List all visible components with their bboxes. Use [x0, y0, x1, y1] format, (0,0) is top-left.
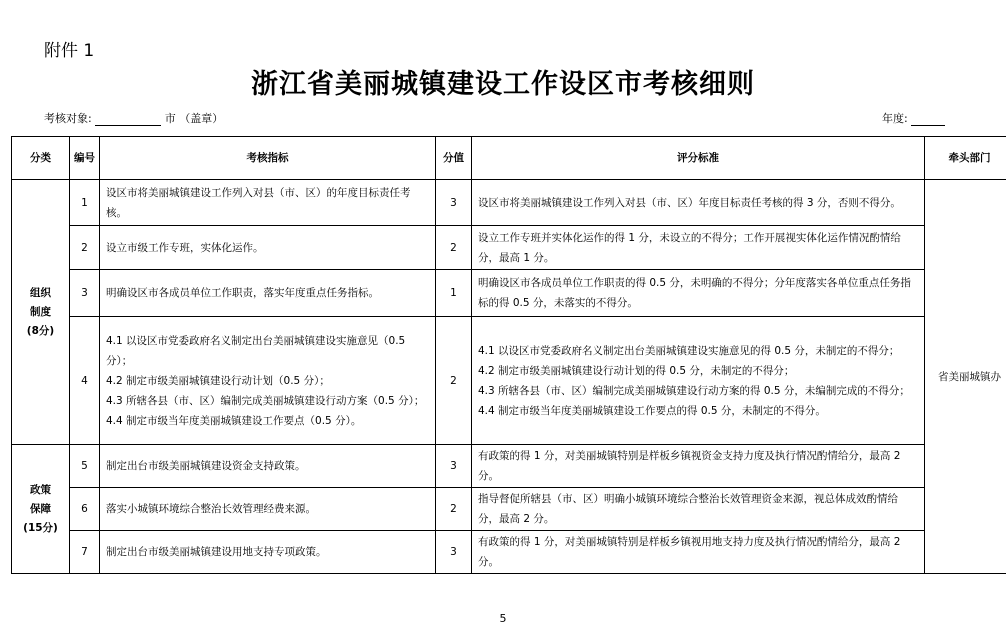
table-row: [12, 531, 1006, 574]
criteria-text: 4.2 制定市级美丽城镇建设行动计划的得 0.5 分，未制定的不得分；: [478, 364, 795, 377]
assessment-table: [11, 136, 1006, 574]
table-header-row: [12, 137, 1006, 180]
header-score: 分值: [436, 137, 472, 180]
category-name: 组织制度: [30, 286, 51, 318]
indicator-text: 设区市将美丽城镇建设工作列入对县（市、区）的年度目标责任考核。: [106, 186, 411, 219]
year-blank-line: [911, 125, 945, 126]
row-number: 7: [70, 531, 100, 574]
indicator-text: 制定出台市级美丽城镇建设资金支持政策。: [106, 460, 306, 472]
indicator-cell: [100, 226, 436, 270]
header-indicator: 考核指标: [100, 137, 436, 180]
category-total: (8分): [26, 324, 55, 337]
indicator-text: 明确设区市各成员单位工作职责，落实年度重点任务指标。: [106, 287, 379, 299]
row-number: 5: [70, 445, 100, 488]
criteria-text: 4.1 以设区市党委政府名义制定出台美丽城镇建设实施意见的得 0.5 分，未制定的不得分；: [478, 344, 900, 357]
year-label: 年度:: [882, 112, 908, 125]
criteria-text: 有政策的得 1 分，对美丽城镇特别是样板乡镇视用地支持力度及执行情况酌情给分，最高 2 分。: [478, 536, 901, 568]
score-cell: 3: [436, 445, 472, 488]
criteria-cell: [472, 270, 925, 317]
header-number: 编号: [70, 137, 100, 180]
header-lead-dept: 牵头部门: [925, 137, 1006, 180]
lead-dept-cell: 省美丽城镇办: [925, 180, 1006, 574]
table-row: [12, 317, 1006, 445]
indicator-cell: [100, 317, 436, 445]
criteria-text: 明确设区市各成员单位工作职责的得 0.5 分，未明确的不得分；分年度落实各单位重点任务指标的得 0.5 分，未落实的不得分。: [478, 277, 911, 309]
category-cell: [12, 445, 70, 574]
table-row: [12, 488, 1006, 531]
score-cell: 1: [436, 270, 472, 317]
criteria-cell: [472, 180, 925, 226]
indicator-cell: [100, 445, 436, 488]
table-row: [12, 180, 1006, 226]
row-number: 1: [70, 180, 100, 226]
category-total: (15分): [23, 521, 58, 534]
score-cell: 3: [436, 180, 472, 226]
indicator-cell: [100, 531, 436, 574]
indicator-text: 4.1 以设区市党委政府名义制定出台美丽城镇建设实施意见（0.5 分）；: [106, 334, 406, 367]
criteria-cell: [472, 488, 925, 531]
page-number: 5: [499, 612, 507, 625]
score-cell: 2: [436, 226, 472, 270]
indicator-text: 制定出台市级美丽城镇建设用地支持专项政策。: [106, 546, 327, 558]
row-number: 3: [70, 270, 100, 317]
indicator-text: 4.3 所辖各县（市、区）编制完成美丽城镇建设行动方案（0.5 分）；: [106, 394, 425, 407]
indicator-cell: [100, 180, 436, 226]
assessment-target: [44, 110, 223, 126]
criteria-text: 有政策的得 1 分，对美丽城镇特别是样板乡镇视资金支持力度及执行情况酌情给分，最高 2 分。: [478, 450, 901, 482]
criteria-cell: [472, 317, 925, 445]
criteria-cell: [472, 445, 925, 488]
row-number: 6: [70, 488, 100, 531]
criteria-text: 设区市将美丽城镇建设工作列入对县（市、区）年度目标责任考核的得 3 分，否则不得分。: [478, 196, 901, 209]
indicator-cell: [100, 270, 436, 317]
assessment-year: [882, 110, 945, 126]
row-number: 2: [70, 226, 100, 270]
table-row: [12, 445, 1006, 488]
indicator-text: 设立市级工作专班，实体化运作。: [106, 241, 264, 254]
score-cell: 2: [436, 488, 472, 531]
table-row: [12, 270, 1006, 317]
category-cell: [12, 180, 70, 445]
indicator-text: 落实小城镇环境综合整治长效管理经费来源。: [106, 503, 316, 515]
target-suffix: 市 （盖章）: [164, 112, 224, 125]
row-number: 4: [70, 317, 100, 445]
criteria-text: 4.4 制定市级当年度美丽城镇建设工作要点的得 0.5 分，未制定的不得分。: [478, 404, 826, 417]
header-category: 分类: [12, 137, 70, 180]
category-name: 政策保障: [30, 483, 51, 515]
criteria-cell: [472, 531, 925, 574]
indicator-text: 4.2 制定市级美丽城镇建设行动计划（0.5 分）；: [106, 374, 330, 387]
criteria-text: 设立工作专班并实体化运作的得 1 分，未设立的不得分；工作开展视实体化运作情况酌情给分，最高 1 分。: [478, 231, 901, 264]
criteria-cell: [472, 226, 925, 270]
score-cell: 3: [436, 531, 472, 574]
indicator-text: 4.4 制定市级当年度美丽城镇建设工作要点（0.5 分）。: [106, 414, 362, 427]
target-label: 考核对象:: [44, 112, 92, 125]
criteria-text: 4.3 所辖各县（市、区）编制完成美丽城镇建设行动方案的得 0.5 分，未编制完成的不得分；: [478, 384, 910, 397]
target-blank-line: [95, 125, 161, 126]
indicator-cell: [100, 488, 436, 531]
header-criteria: 评分标准: [472, 137, 925, 180]
attachment-label: 附件 1: [44, 41, 95, 61]
table-row: [12, 226, 1006, 270]
criteria-text: 指导督促所辖县（市、区）明确小城镇环境综合整治长效管理资金来源，视总体成效酌情给分，最高 2 分。: [478, 493, 898, 525]
document-title: 浙江省美丽城镇建设工作设区市考核细则: [251, 69, 755, 100]
score-cell: 2: [436, 317, 472, 445]
